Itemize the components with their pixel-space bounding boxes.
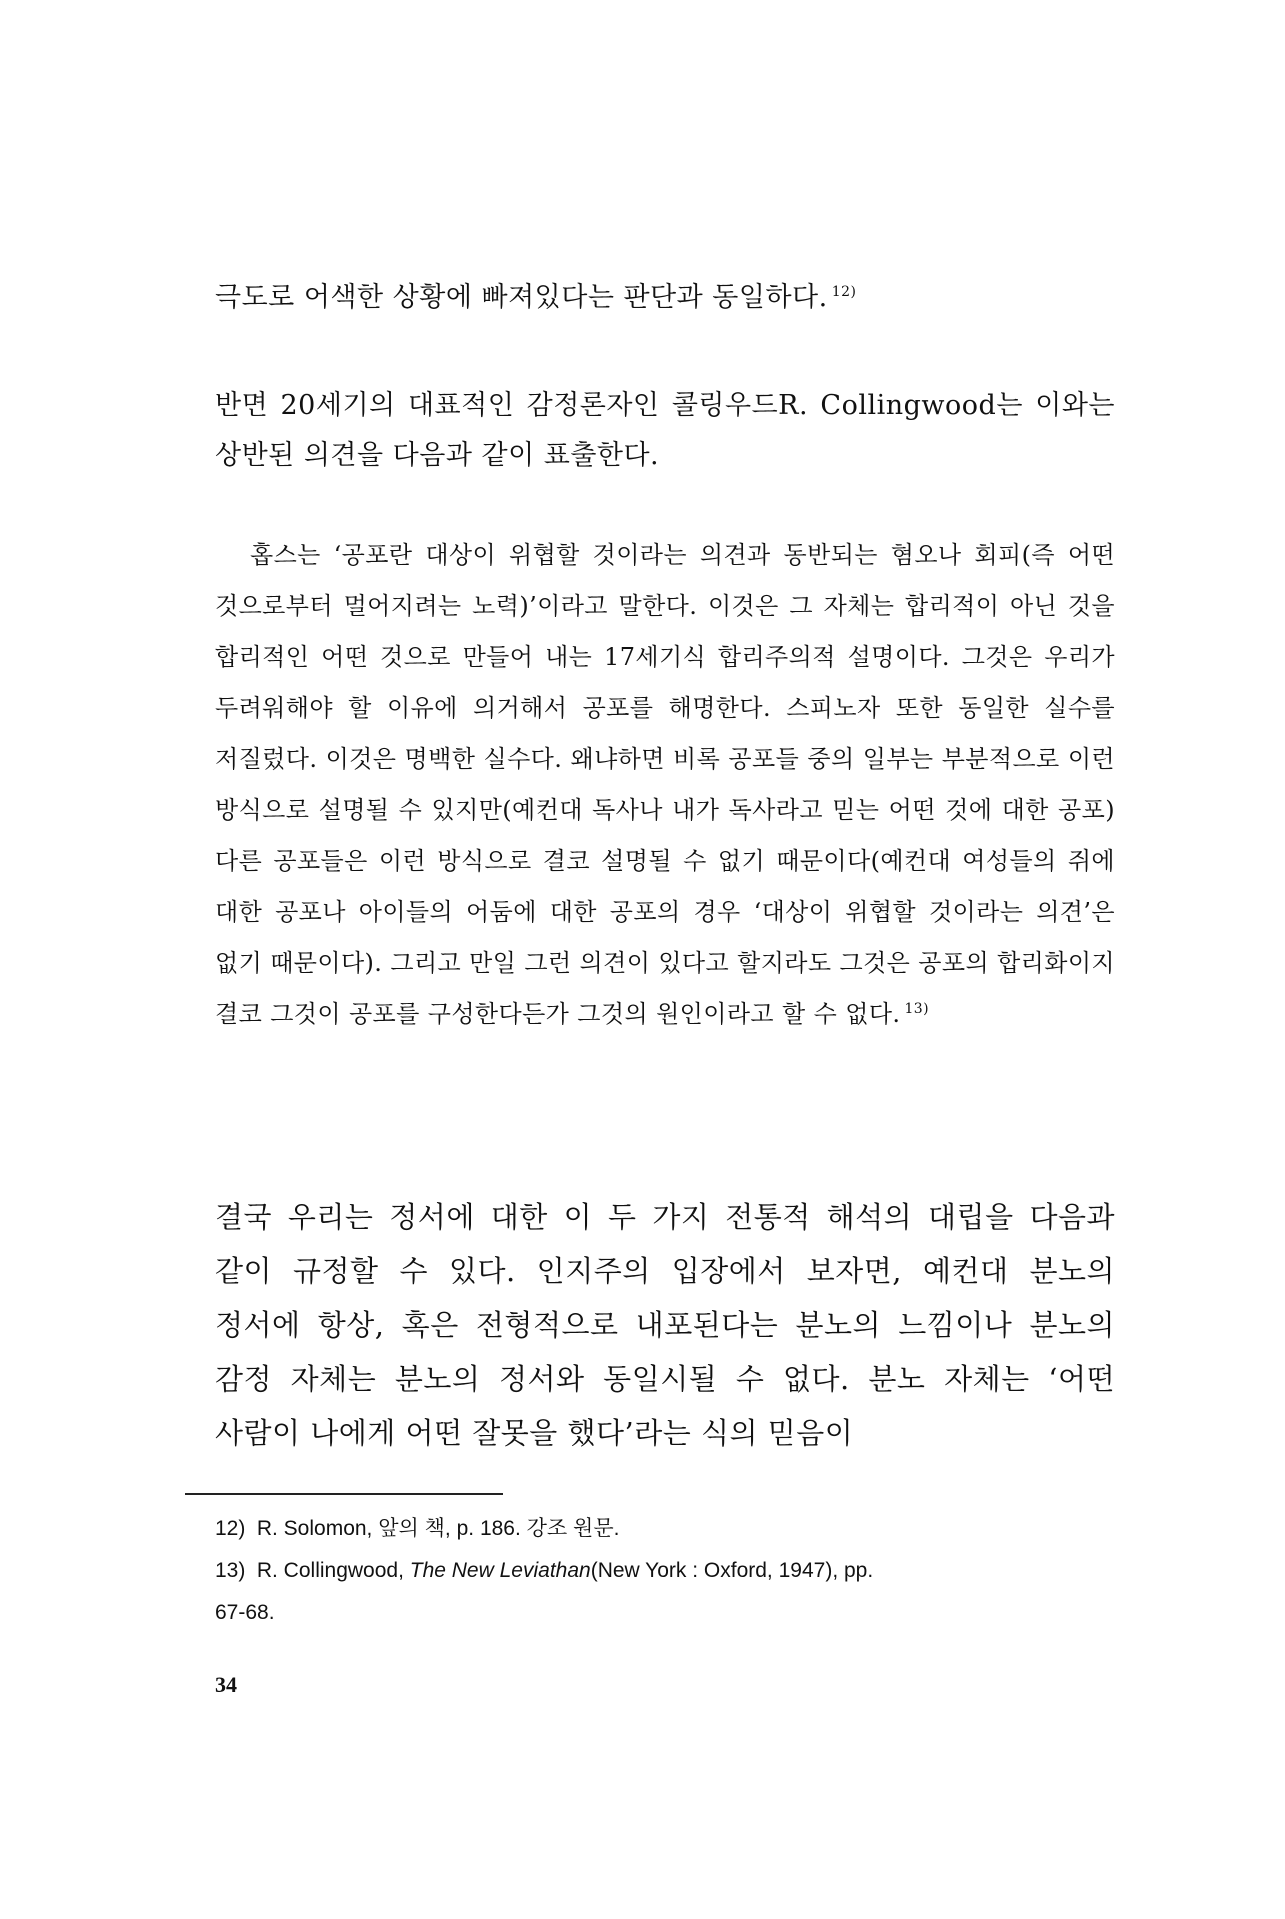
paragraph-3: 결국 우리는 정서에 대한 이 두 가지 전통적 해석의 대립을 다음과 같이 규정할 수 있다. 인지주의 입장에서 보자면, 예컨대 분노의 정서에 항상, 혹은 전형적으로 내포된다는 분노의 느낌이나 분노의 감정 자체는 분노의 정서와 동일시될 수 없다. 분노 자체는 ‘어떤 사람이 나에게 어떤 잘못을 했다’라는 식의 믿음이 [215, 1200, 1115, 1450]
footnote-13-continuation: 67-68. [215, 1601, 275, 1624]
paragraph-2: 반면 20세기의 대표적인 감정론자인 콜링우드R. Collingwood는 이와는 상반된 의견을 다음과 같이 표출한다. [215, 390, 1115, 471]
footnote-13 [215, 1550, 1115, 1634]
footnote-13-text-before: R. Collingwood, [256, 1559, 410, 1582]
footnote-divider [185, 1493, 503, 1495]
footnote-12-text: R. Solomon, 앞의 책, p. 186. 강조 원문. [256, 1517, 620, 1540]
footnote-13-text-after: (New York : Oxford, 1947), pp. [590, 1559, 874, 1582]
footnote-12-number: 12) [215, 1517, 246, 1540]
footnote-ref-12: 12) [831, 284, 857, 300]
footnotes [215, 1508, 1115, 1634]
footnote-13-number: 13) [215, 1559, 246, 1582]
block-quote [215, 530, 1115, 1040]
paragraph-1-text: 극도로 어색한 상황에 빠져있다는 판단과 동일하다. [215, 282, 828, 313]
footnote-ref-13: 13) [904, 1001, 929, 1017]
footnote-13-title: The New Leviathan [409, 1559, 591, 1582]
paragraph-1 [215, 278, 1115, 318]
page-number: 34 [215, 1672, 237, 1697]
footnote-12 [215, 1508, 1115, 1550]
block-quote-text: 홉스는 ‘공포란 대상이 위협할 것이라는 의견과 동반되는 혐오나 회피(즉 어떤 것으로부터 멀어지려는 노력)’이라고 말한다. 이것은 그 자체는 합리적이 아닌 것을 합리적인 어떤 것으로 만들어 내는 17세기식 합리주의적 설명이다. 그것은 우리가 두려워해야 할 이유에 의거해서 공포를 해명한다. 스피노자 또한 동일한 실수를 저질렀다. 이것은 명백한 실수다. 왜냐하면 비록 공포들 중의 일부는 부분적으로 이런 방식으로 설명될 수 있지만(예컨대 독사나 내가 독사라고 믿는 어떤 것에 대한 공포) 다른 공포들은 이런 방식으로 결코 설명될 수 없기 때문이다(예컨대 여성들의 쥐에 대한 공포나 아이들의 어둠에 대한 공포의 경우 ‘대상이 위협할 것이라는 의견’은 없기 때문이다). 그리고 만일 그런 의견이 있다고 할지라도 그것은 공포의 합리화이지 결코 그것이 공포를 구성한다든가 그것의 원인이라고 할 수 없다. [215, 541, 1115, 1028]
